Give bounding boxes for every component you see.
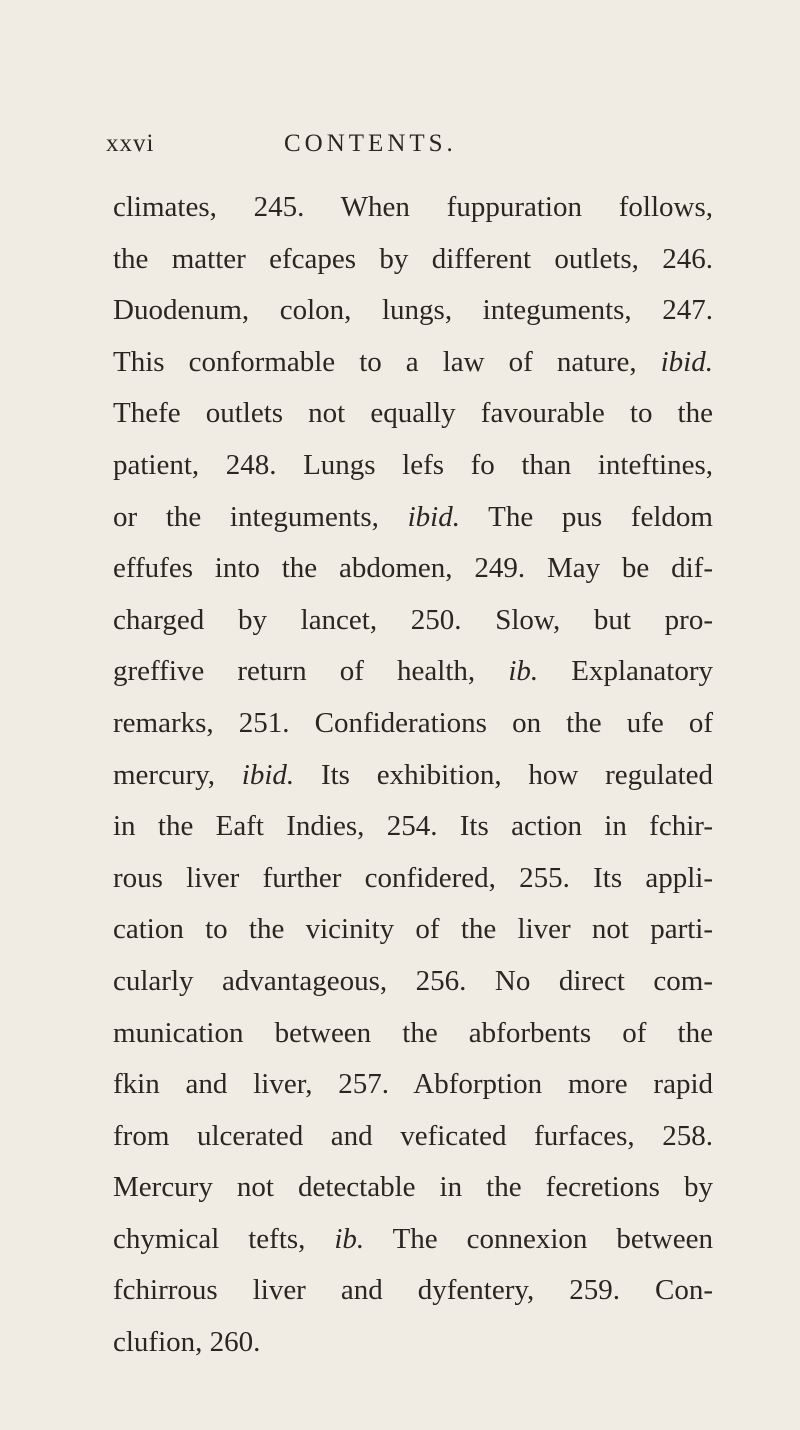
text-segment: chymical tefts, (113, 1222, 335, 1255)
text-segment: remarks, 251. Confiderations on the ufe of (113, 706, 713, 739)
text-segment: cularly advantageous, 256. No direct com- (113, 964, 713, 997)
text-line (113, 801, 713, 853)
text-line (113, 1317, 713, 1369)
italic-reference: ib. (334, 1222, 365, 1255)
text-line (113, 595, 713, 647)
text-line (113, 337, 713, 389)
text-line (113, 1265, 713, 1317)
text-segment: Mercury not detectable in the fecretions by (113, 1171, 713, 1204)
text-line (113, 646, 713, 698)
text-segment: Duodenum, colon, lungs, integuments, 247. (113, 294, 713, 327)
text-segment: cation to the vicinity of the liver not parti- (113, 913, 713, 946)
text-line (113, 234, 713, 286)
text-segment: fchirrous liver and dyfentery, 259. Con- (113, 1274, 713, 1307)
text-line (113, 698, 713, 750)
text-segment: from ulcerated and veficated furfaces, 258. (113, 1119, 713, 1152)
text-line (113, 1111, 713, 1163)
italic-reference: ibid. (241, 758, 295, 791)
text-segment: clufion, 260. (113, 1326, 261, 1359)
running-head: CONTENTS. (284, 130, 457, 157)
text-segment: effufes into the abdomen, 249. May be dif- (113, 552, 713, 585)
italic-reference: ibid. (407, 500, 460, 533)
text-line (113, 1008, 713, 1060)
text-segment: Thefe outlets not equally favourable to the (113, 397, 713, 430)
text-line (113, 492, 713, 544)
text-segment: Its exhibition, how regulated (294, 758, 713, 791)
text-line (113, 956, 713, 1008)
text-segment: This conformable to a law of nature, (113, 345, 661, 378)
page-number: xxvi (106, 130, 155, 157)
text-segment: The connexion between (364, 1222, 713, 1255)
italic-reference: ibid. (660, 345, 713, 378)
text-line (113, 750, 713, 802)
text-segment: in the Eaft Indies, 254. Its action in fchir- (113, 810, 713, 843)
text-line (113, 853, 713, 905)
text-line (113, 543, 713, 595)
text-segment: the matter efcapes by different outlets, 246. (113, 242, 713, 275)
text-segment: climates, 245. When fuppuration follows, (113, 191, 713, 223)
text-line (113, 904, 713, 956)
page-header (106, 130, 666, 170)
text-line (113, 182, 713, 234)
text-segment: rous liver further confidered, 255. Its appli- (113, 861, 713, 894)
text-segment: greffive return of health, (113, 655, 509, 688)
text-segment: Explanatory (538, 655, 713, 688)
contents-entry-text (113, 182, 713, 1369)
text-segment: mercury, (113, 758, 242, 791)
text-line (113, 1059, 713, 1111)
italic-reference: ib. (508, 655, 539, 688)
text-segment: patient, 248. Lungs lefs fo than inteftines, (113, 448, 713, 481)
text-segment: The pus feldom (459, 500, 713, 533)
text-line (113, 440, 713, 492)
text-line (113, 1162, 713, 1214)
text-segment: munication between the abforbents of the (113, 1016, 713, 1049)
text-line (113, 285, 713, 337)
text-segment: charged by lancet, 250. Slow, but pro- (113, 603, 713, 636)
text-segment: fkin and liver, 257. Abforption more rapid (113, 1068, 713, 1101)
text-line (113, 388, 713, 440)
text-line (113, 1214, 713, 1266)
text-segment: or the integuments, (113, 500, 408, 533)
